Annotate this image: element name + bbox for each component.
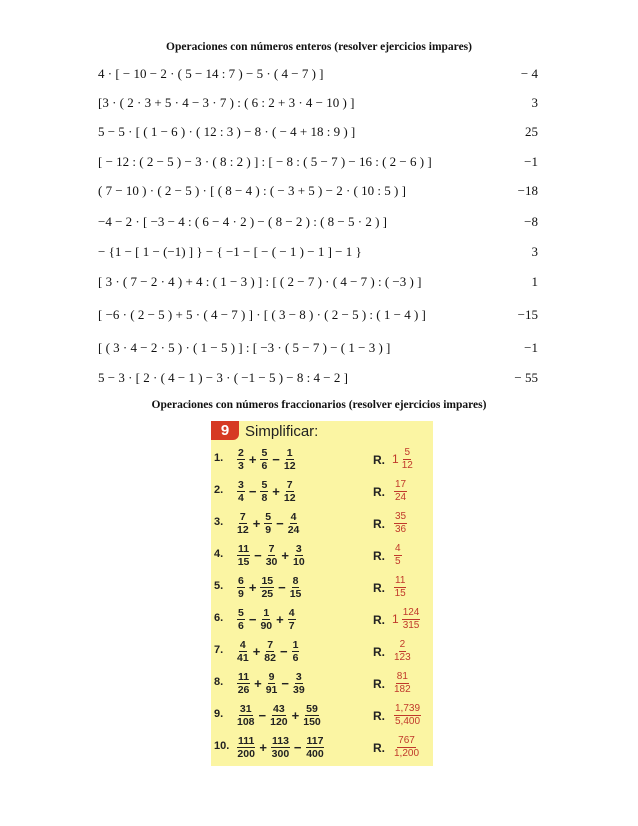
answer-fraction <box>394 735 419 760</box>
fraction-exercise-panel <box>211 421 433 766</box>
denominator: 1,200 <box>394 747 420 759</box>
panel-title: Simplificar: <box>245 423 319 440</box>
answer-label: R. <box>373 645 385 659</box>
fraction-term <box>260 447 268 472</box>
operator: − <box>278 579 286 595</box>
denominator: 12 <box>283 491 296 504</box>
exercise-expression <box>235 732 326 762</box>
exercise-answer <box>392 636 413 666</box>
denominator: 182 <box>394 683 411 695</box>
fraction-exercise-row <box>211 540 433 570</box>
exercise-expression <box>235 540 307 570</box>
numerator: 113 <box>271 734 289 747</box>
operator: − <box>254 547 262 563</box>
denominator: 25 <box>261 587 274 600</box>
fraction-term <box>237 575 245 600</box>
numerator: 1 <box>286 446 293 459</box>
denominator: 12 <box>283 459 296 472</box>
exercise-number: 7. <box>214 644 224 656</box>
numerator: 7 <box>267 638 274 651</box>
exercise-answer: 3 <box>531 95 538 110</box>
denominator: 150 <box>303 715 321 728</box>
exercise-number: 9. <box>214 708 224 720</box>
numerator: 35 <box>395 510 407 522</box>
fraction-term <box>237 639 249 664</box>
answer-fraction <box>394 703 421 728</box>
denominator: 108 <box>237 715 255 728</box>
denominator: 6 <box>261 459 268 472</box>
numerator: 4 <box>395 542 401 554</box>
exercise-expression <box>235 444 298 474</box>
fraction-term <box>264 511 272 536</box>
fraction-term <box>292 639 300 664</box>
answer-fraction <box>394 671 411 696</box>
operator: + <box>252 515 261 531</box>
operator: + <box>276 611 284 627</box>
operator: + <box>259 739 267 755</box>
numerator: 5 <box>265 510 272 523</box>
exercise-expression <box>235 476 298 506</box>
exercise-number: 1. <box>214 452 224 464</box>
denominator: 9 <box>238 587 244 600</box>
denominator: 8 <box>261 491 268 504</box>
answer-fraction <box>402 607 421 632</box>
exercise-answer <box>392 476 409 506</box>
answer-label: R. <box>373 581 385 595</box>
denominator: 5 <box>395 555 401 567</box>
fraction-exercise-row <box>211 668 433 698</box>
fraction-exercise-row <box>211 700 433 730</box>
exercise-number: 6. <box>214 612 224 624</box>
exercise-number: 10. <box>214 740 230 752</box>
denominator: 200 <box>237 747 255 760</box>
numerator: 7 <box>268 542 275 555</box>
denominator: 15 <box>289 587 302 600</box>
integer-exercise-row <box>98 370 538 388</box>
denominator: 41 <box>237 651 249 664</box>
numerator: 767 <box>398 734 415 746</box>
denominator: 10 <box>292 555 305 568</box>
numerator: 1,739 <box>395 702 421 714</box>
fraction-exercise-row <box>211 476 433 506</box>
numerator: 4 <box>288 606 295 619</box>
denominator: 123 <box>394 651 411 663</box>
fraction-term <box>266 671 278 696</box>
fraction-term <box>306 735 325 760</box>
numerator: 15 <box>261 574 274 587</box>
exercise-answer <box>392 668 413 698</box>
numerator: 9 <box>268 670 275 683</box>
numerator: 7 <box>239 510 246 523</box>
numerator: 43 <box>273 702 285 715</box>
answer-label: R. <box>373 677 385 691</box>
exercise-expression: 5 − 5 · [ ( 1 − 6 ) · ( 12 : 3 ) − 8 · ( − 4 + 18 : 9 ) ] <box>98 124 356 139</box>
numerator: 1 <box>292 638 299 651</box>
numerator: 31 <box>239 702 252 715</box>
exercise-answer <box>392 604 422 634</box>
numerator: 2 <box>238 446 244 459</box>
integer-exercise-row <box>98 244 538 262</box>
exercise-expression: [ ( 3 · 4 − 2 · 5 ) · ( 1 − 5 ) ] : [ −3 · ( 5 − 7 ) − ( 1 − 3 ) ] <box>98 340 391 355</box>
heading-integers: Operaciones con números enteros (resolver ejercicios impares) <box>166 41 472 53</box>
denominator: 15 <box>237 555 250 568</box>
exercise-expression: 5 − 3 · [ 2 · ( 4 − 1 ) − 3 · ( −1 − 5 ) − 8 : 4 − 2 ] <box>98 370 348 385</box>
numerator: 2 <box>399 638 406 650</box>
exercise-answer <box>392 508 409 538</box>
operator: − <box>276 515 284 531</box>
denominator: 82 <box>264 651 276 664</box>
denominator: 315 <box>402 619 420 631</box>
fraction-term <box>237 671 250 696</box>
fraction-term <box>237 479 245 504</box>
exercise-answer: 1 <box>531 274 538 289</box>
denominator: 15 <box>394 587 406 599</box>
numerator: 11 <box>238 542 250 555</box>
operator: + <box>291 707 300 723</box>
fraction-exercise-row <box>211 444 433 474</box>
denominator: 24 <box>287 523 300 536</box>
fraction-term <box>270 703 288 728</box>
fraction-term <box>293 671 305 696</box>
fraction-term <box>271 735 290 760</box>
operator: − <box>258 707 267 723</box>
integer-exercise-row <box>98 66 538 84</box>
exercise-number: 2. <box>214 484 224 496</box>
integer-exercise-row <box>98 214 538 232</box>
operator: + <box>248 451 257 467</box>
numerator: 5 <box>238 606 244 619</box>
numerator: 5 <box>261 478 268 491</box>
integer-exercise-row <box>98 307 538 325</box>
exercise-number: 4. <box>214 548 224 560</box>
answer-whole-part: 1 <box>392 612 399 626</box>
answer-fraction <box>394 639 411 664</box>
exercise-answer: −15 <box>517 307 538 322</box>
exercise-expression: 4 · [ − 10 − 2 · ( 5 − 14 : 7 ) − 5 · ( 4 − 7 ) ] <box>98 66 324 81</box>
numerator: 17 <box>395 478 407 490</box>
numerator: 111 <box>238 734 255 747</box>
numerator: 59 <box>306 702 318 715</box>
exercise-expression: [ − 12 : ( 2 − 5 ) − 3 · ( 8 : 2 ) ] : [ − 8 : ( 5 − 7 ) − 16 : ( 2 − 6 ) ] <box>98 154 432 169</box>
fraction-term <box>266 543 278 568</box>
numerator: 124 <box>402 606 420 618</box>
exercise-expression <box>235 604 298 634</box>
operator: + <box>248 579 257 595</box>
numerator: 81 <box>396 670 408 682</box>
exercise-expression: −4 − 2 · [ −3 − 4 : ( 6 − 4 · 2 ) − ( 8 − 2 ) : ( 8 − 5 · 2 ) ] <box>98 214 387 229</box>
answer-whole-part: 1 <box>392 452 399 466</box>
integer-exercise-row <box>98 183 538 201</box>
answer-label: R. <box>373 517 385 531</box>
exercise-answer: −1 <box>524 154 538 169</box>
fraction-term <box>264 639 276 664</box>
fraction-term <box>284 447 296 472</box>
fraction-term <box>237 703 255 728</box>
answer-label: R. <box>373 485 385 499</box>
exercise-answer: − 55 <box>514 370 538 385</box>
exercise-answer <box>392 540 404 570</box>
numerator: 3 <box>295 670 302 683</box>
numerator: 6 <box>238 574 244 587</box>
answer-fraction <box>394 511 407 536</box>
exercise-answer: 25 <box>525 124 538 139</box>
fraction-exercise-row <box>211 508 433 538</box>
denominator: 24 <box>395 491 407 503</box>
denominator: 91 <box>265 683 278 696</box>
fraction-term <box>237 447 245 472</box>
answer-label: R. <box>373 741 385 755</box>
fraction-term <box>290 575 302 600</box>
answer-fraction <box>394 543 402 568</box>
denominator: 12 <box>237 523 249 536</box>
fraction-term <box>288 511 300 536</box>
operator: − <box>272 451 280 467</box>
integer-exercise-row <box>98 124 538 142</box>
exercise-expression: ( 7 − 10 ) · ( 2 − 5 ) · [ ( 8 − 4 ) : ( − 3 + 5 ) − 2 · ( 10 : 5 ) ] <box>98 183 406 198</box>
operator: − <box>293 739 302 755</box>
operator: + <box>254 675 262 691</box>
answer-fraction <box>402 447 413 472</box>
operator: + <box>281 547 289 563</box>
exercise-expression: [ 3 · ( 7 − 2 · 4 ) + 4 : ( 1 − 3 ) ] : [ ( 2 − 7 ) · ( 4 − 7 ) : ( −3 ) ] <box>98 274 422 289</box>
numerator: 4 <box>290 510 297 523</box>
operator: − <box>281 675 289 691</box>
exercise-expression <box>235 668 307 698</box>
numerator: 8 <box>292 574 299 587</box>
operator: − <box>279 643 288 659</box>
fraction-term <box>237 511 249 536</box>
operator: − <box>248 483 257 499</box>
denominator: 400 <box>306 747 324 760</box>
denominator: 36 <box>395 523 407 535</box>
fraction-term <box>260 575 274 600</box>
fraction-term <box>303 703 321 728</box>
integer-exercise-row <box>98 340 538 358</box>
answer-label: R. <box>373 613 385 627</box>
answer-fraction <box>394 479 407 504</box>
operator: + <box>252 643 261 659</box>
exercise-number: 5. <box>214 580 224 592</box>
denominator: 9 <box>265 523 272 536</box>
heading-fractions: Operaciones con números fraccionarios (resolver ejercicios impares) <box>151 399 487 411</box>
exercise-expression <box>235 700 323 730</box>
denominator: 39 <box>292 683 305 696</box>
denominator: 6 <box>292 651 299 664</box>
operator: − <box>248 611 257 627</box>
exercise-answer: −18 <box>517 183 538 198</box>
numerator: 11 <box>395 574 406 586</box>
exercise-expression <box>235 572 303 602</box>
exercise-answer <box>392 572 408 602</box>
exercise-answer <box>392 732 421 762</box>
numerator: 5 <box>404 446 411 458</box>
denominator: 12 <box>401 459 413 471</box>
numerator: 1 <box>263 606 270 619</box>
numerator: 5 <box>261 446 268 459</box>
exercise-answer: −8 <box>524 214 538 229</box>
exercise-expression <box>235 636 301 666</box>
fraction-term <box>260 607 272 632</box>
exercise-expression: − {1 − [ 1 − (−1) ] } − { −1 − [ − ( − 1 ) − 1 ] − 1 } <box>98 244 362 259</box>
numerator: 4 <box>239 638 246 651</box>
denominator: 7 <box>288 619 295 632</box>
answer-label: R. <box>373 549 385 563</box>
denominator: 30 <box>265 555 278 568</box>
exercise-number: 8. <box>214 676 224 688</box>
exercise-answer: −1 <box>524 340 538 355</box>
exercise-expression <box>235 508 301 538</box>
exercise-answer: − 4 <box>520 66 538 81</box>
answer-fraction <box>394 575 406 600</box>
fraction-term <box>237 607 245 632</box>
fraction-exercise-row <box>211 572 433 602</box>
numerator: 3 <box>295 542 302 555</box>
denominator: 3 <box>238 459 244 472</box>
answer-label: R. <box>373 453 385 467</box>
operator: + <box>272 483 280 499</box>
exercise-answer <box>392 444 415 474</box>
integer-exercise-row <box>98 154 538 172</box>
numerator: 3 <box>238 478 244 491</box>
exercise-answer <box>392 700 423 730</box>
denominator: 4 <box>238 491 244 504</box>
integer-exercise-row <box>98 95 538 113</box>
fraction-term <box>284 479 296 504</box>
fraction-term <box>237 543 250 568</box>
denominator: 300 <box>271 747 290 760</box>
fraction-exercise-row <box>211 732 433 762</box>
fraction-term <box>260 479 268 504</box>
exercise-answer: 3 <box>531 244 538 259</box>
fraction-term <box>288 607 296 632</box>
integer-exercise-row <box>98 274 538 292</box>
fraction-exercise-row <box>211 636 433 666</box>
numerator: 11 <box>238 670 250 683</box>
fraction-exercise-row <box>211 604 433 634</box>
denominator: 120 <box>270 715 288 728</box>
denominator: 26 <box>237 683 250 696</box>
numerator: 7 <box>286 478 293 491</box>
fraction-term <box>237 735 255 760</box>
denominator: 90 <box>260 619 273 632</box>
denominator: 6 <box>238 619 244 632</box>
numerator: 117 <box>306 734 324 747</box>
denominator: 5,400 <box>395 715 421 727</box>
exercise-number: 3. <box>214 516 224 528</box>
exercise-number-badge: 9 <box>211 421 239 440</box>
answer-label: R. <box>373 709 385 723</box>
exercise-expression: [ −6 · ( 2 − 5 ) + 5 · ( 4 − 7 ) ] · [ ( 3 − 8 ) · ( 2 − 5 ) : ( 1 − 4 ) ] <box>98 307 426 322</box>
fraction-term <box>293 543 305 568</box>
exercise-expression: [3 · ( 2 · 3 + 5 · 4 − 3 · 7 ) : ( 6 : 2 + 3 · 4 − 10 ) ] <box>98 95 355 110</box>
